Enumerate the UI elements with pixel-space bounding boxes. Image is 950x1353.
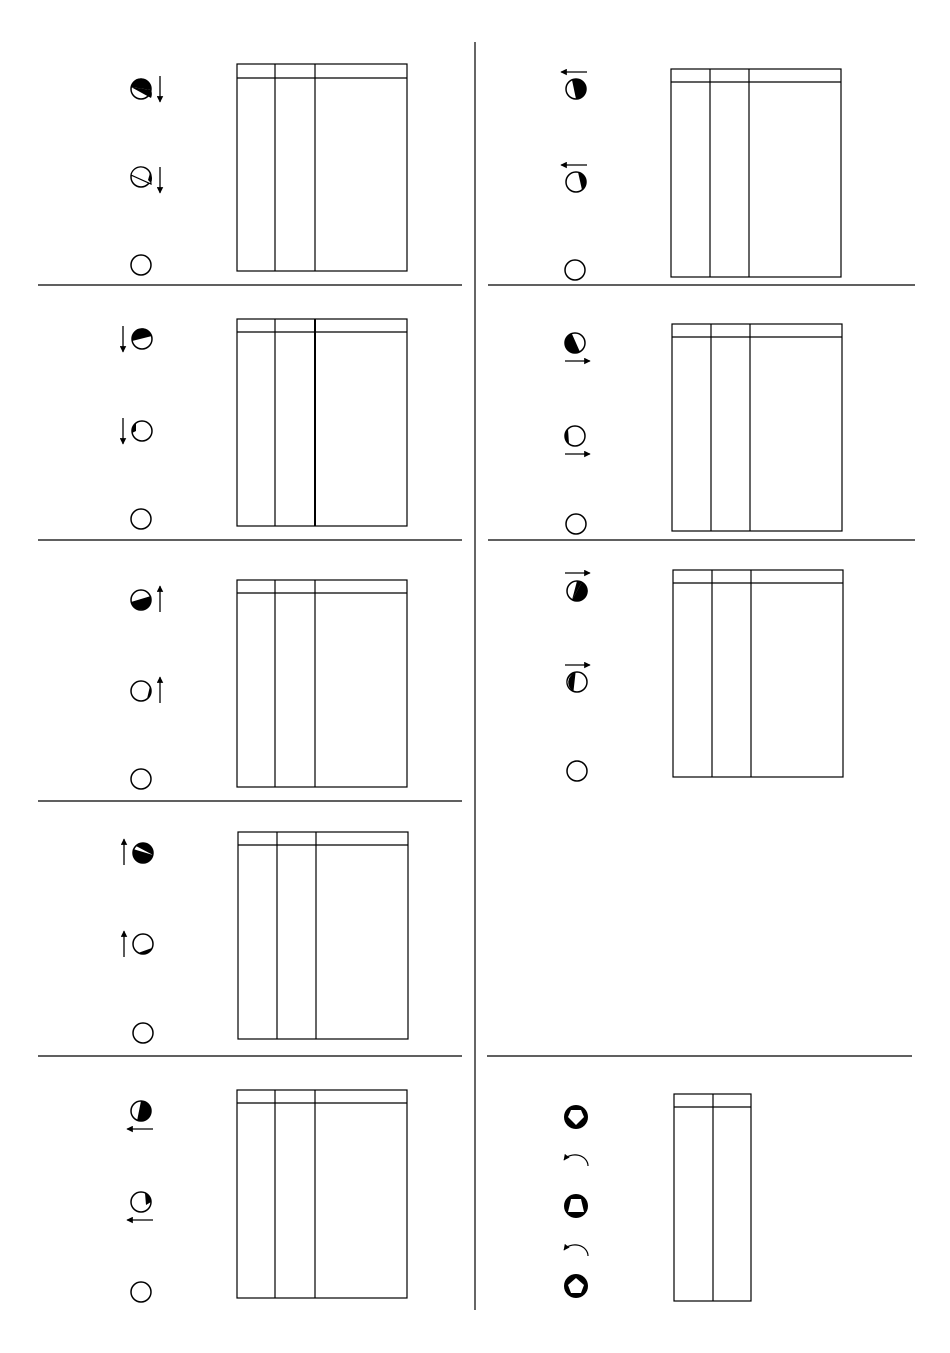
panel-L5 [127, 1090, 407, 1302]
panel-R1 [561, 69, 841, 280]
form-table [673, 570, 843, 777]
form-table [672, 324, 842, 531]
panel-L4 [124, 832, 408, 1043]
pentagon-up-badge-icon [564, 1274, 588, 1298]
empty-circle-icon [131, 509, 151, 529]
panel-R3 [565, 570, 843, 781]
dial-top-black-icon [131, 78, 152, 99]
dial-top-black-icon [132, 328, 152, 349]
empty-circle-icon [131, 255, 151, 275]
form-table [237, 580, 407, 787]
counterclockwise-arc-arrow-icon [564, 1245, 588, 1256]
empty-circle-icon [133, 1023, 153, 1043]
panel-R4 [564, 1094, 751, 1301]
dial-sliver-icon [132, 421, 152, 441]
dial-bottom-black-icon [131, 590, 151, 610]
form-table [237, 1090, 407, 1298]
empty-circle-icon [565, 260, 585, 280]
dial-left-sliver-icon [565, 426, 585, 446]
form-table [238, 832, 408, 1039]
trapezoid-badge-icon [564, 1194, 588, 1218]
panel-L3 [131, 580, 407, 789]
counterclockwise-arc-arrow-icon [564, 1155, 588, 1166]
empty-circle-icon [566, 514, 586, 534]
form-table [237, 319, 407, 526]
dial-bottom-sliver-icon [133, 934, 153, 954]
form-table [671, 69, 841, 277]
empty-circle-icon [131, 769, 151, 789]
dial-right-black-icon [566, 79, 586, 99]
pentagon-down-badge-icon [564, 1105, 588, 1129]
dial-bottom-sliver-icon [131, 681, 151, 701]
dial-right-sliver-icon [566, 172, 586, 192]
dial-bottom-black-icon [133, 843, 154, 863]
empty-circle-icon [131, 1282, 151, 1302]
panel-separators [38, 285, 915, 1056]
panel-L2 [123, 319, 407, 529]
dial-sliver-icon [131, 167, 152, 187]
dial-left-black-icon [565, 333, 585, 353]
dial-left-sliver-icon [567, 672, 587, 692]
empty-circle-icon [567, 761, 587, 781]
form-table [674, 1094, 751, 1301]
dial-right-black-icon [131, 1101, 151, 1121]
form-table [237, 64, 407, 271]
panel-R2 [565, 324, 842, 534]
dial-right-sliver-icon [131, 1192, 151, 1212]
panel-L1 [131, 64, 407, 275]
dial-left-black-icon [567, 581, 588, 601]
